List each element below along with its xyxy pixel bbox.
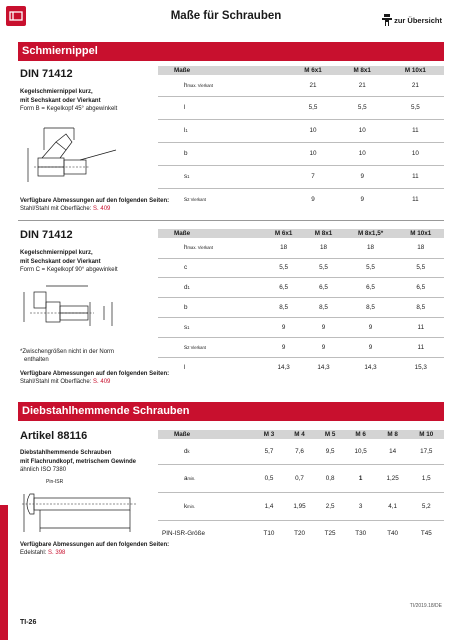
section-heading-lubricating-nipples: Schmiernippel [18, 42, 444, 61]
table-row: l1 10 10 11 [158, 119, 444, 142]
column-header: Maße [158, 430, 254, 439]
document-code: TI/2019.18/DE [409, 603, 442, 609]
column-header: M 10 [409, 430, 444, 439]
drawing-label: Pin-ISR [46, 479, 64, 485]
article-title: Artikel 88116 [20, 430, 88, 442]
table-row: hmax. Vierkant 18 18 18 18 [158, 238, 444, 258]
column-header: M 3 [254, 430, 283, 439]
column-header: M 5 [316, 430, 345, 439]
screw-drawing [20, 482, 140, 538]
column-header: M 10x1 [387, 66, 444, 75]
page-number: TI-26 [20, 619, 37, 626]
column-header: Maße [158, 229, 264, 238]
section-heading-anti-theft-screws: Diebstahlhemmende Schrauben [18, 402, 444, 421]
column-header: Maße [158, 66, 288, 75]
back-to-overview-link[interactable] [382, 14, 442, 26]
availability-note: Verfügbare Abmessungen auf den folgenden Seiten: Stahl/Stahl mit Oberfläche: S. 409 [20, 198, 170, 212]
dimensions-table-screws [158, 430, 444, 546]
nipple-90-drawing [20, 282, 140, 342]
column-header: M 6 [345, 430, 377, 439]
divider [18, 220, 444, 221]
footnote: *Zwischengrößen nicht in der Norm enthalten [20, 349, 115, 363]
dimensions-table-90 [158, 229, 444, 377]
nipple-45-drawing [20, 120, 140, 190]
table-row: PIN-ISR-Größe T10 T20 T25 T30 T40 T45 [162, 529, 432, 537]
table-row: b 10 10 10 [158, 142, 444, 165]
page-reference-link[interactable]: S. 409 [93, 206, 111, 212]
column-header: M 8x1 [304, 229, 344, 238]
table-row: hmax. Vierkant 21 21 21 [158, 75, 444, 96]
page-title: Maße für Schrauben [170, 10, 282, 22]
column-header: M 8x1 [338, 66, 387, 75]
table-row: d1 6,5 6,5 6,5 6,5 [158, 277, 444, 297]
article-description: Kegelschmiernippel kurz, mit Sechskant oder Vierkant Form B = Kegelkopf 45° abgewinkelt [20, 89, 118, 112]
chapter-marker [0, 505, 8, 640]
dimensions-table-45 [158, 66, 444, 211]
table-row: b 8,5 8,5 8,5 8,5 [158, 297, 444, 317]
table-row: s2 Vierkant 9 9 11 [184, 196, 419, 204]
table-row: l 5,5 5,5 5,5 [158, 96, 444, 119]
column-header: M 10x1 [398, 229, 444, 238]
overview-icon [382, 14, 392, 26]
column-header: M 8x1,5* [343, 229, 397, 238]
column-header: M 4 [284, 430, 316, 439]
article-description: Diebstahlhemmende Schrauben mit Flachrundkopf, metrischem Gewinde ähnlich ISO 7380 [20, 450, 137, 473]
availability-note: Verfügbare Abmessungen auf den folgenden Seiten: Stahl/Stahl mit Oberfläche: S. 409 [20, 371, 170, 385]
table-row: amin. 0,5 0,7 0,8 1 1,25 1,5 [158, 464, 444, 492]
table-row: l 14,3 14,3 14,3 15,3 [184, 363, 427, 371]
back-link-label: zur Übersicht [394, 15, 442, 25]
column-header: M 6x1 [264, 229, 304, 238]
page-reference-link[interactable]: S. 398 [48, 550, 66, 556]
table-row: dk 5,7 7,6 9,5 10,5 14 17,5 [158, 439, 444, 464]
table-row: s1 7 9 11 [158, 165, 444, 188]
table-row: kmin. 1,4 1,95 2,5 3 4,1 5,2 [158, 492, 444, 520]
column-header: M 8 [377, 430, 409, 439]
column-header: M 6x1 [288, 66, 337, 75]
article-title: DIN 71412 [20, 68, 73, 80]
article-title: DIN 71412 [20, 229, 73, 241]
article-description: Kegelschmiernippel kurz, mit Sechskant oder Vierkant Form C = Kegelkopf 90° abgewinkelt [20, 250, 118, 273]
availability-note: Verfügbare Abmessungen auf den folgenden Seiten: Edelstahl: S. 398 [20, 542, 170, 556]
table-row: c 5,5 5,5 5,5 5,5 [158, 258, 444, 277]
table-row: s1 9 9 9 11 [158, 317, 444, 337]
table-row: s2 Vierkant 9 9 9 11 [158, 337, 444, 357]
page-reference-link[interactable]: S. 409 [93, 379, 111, 385]
